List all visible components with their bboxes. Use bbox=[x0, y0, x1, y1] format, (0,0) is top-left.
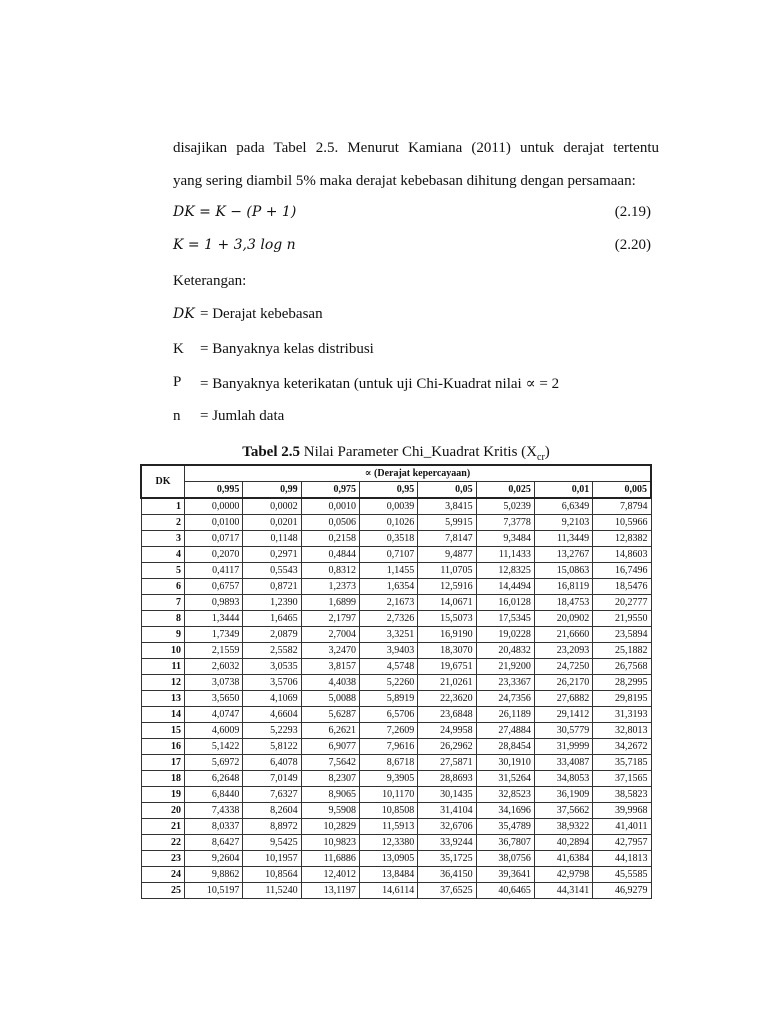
value-cell: 2,7004 bbox=[301, 627, 359, 643]
value-cell: 37,5662 bbox=[534, 803, 592, 819]
value-cell: 0,8312 bbox=[301, 563, 359, 579]
value-cell: 1,6899 bbox=[301, 595, 359, 611]
value-cell: 10,8508 bbox=[359, 803, 417, 819]
value-cell: 31,9999 bbox=[534, 739, 592, 755]
value-cell: 13,8484 bbox=[359, 867, 417, 883]
value-cell: 23,2093 bbox=[534, 643, 592, 659]
value-cell: 10,5966 bbox=[593, 515, 651, 531]
value-cell: 11,0705 bbox=[418, 563, 476, 579]
value-cell: 6,6349 bbox=[534, 498, 592, 515]
value-cell: 12,8325 bbox=[476, 563, 534, 579]
keterangan-heading: Keterangan: bbox=[173, 273, 247, 289]
value-cell: 0,0201 bbox=[243, 515, 301, 531]
value-cell: 30,1910 bbox=[476, 755, 534, 771]
value-cell: 37,1565 bbox=[593, 771, 651, 787]
value-cell: 32,8013 bbox=[593, 723, 651, 739]
definition-text: = Banyaknya kelas distribusi bbox=[200, 341, 374, 357]
column-header: 0,01 bbox=[534, 482, 592, 499]
definition-text: = Jumlah data bbox=[200, 408, 285, 424]
value-cell: 5,0088 bbox=[301, 691, 359, 707]
table-row bbox=[141, 835, 651, 851]
value-cell: 10,5197 bbox=[185, 883, 243, 899]
value-cell: 2,1797 bbox=[301, 611, 359, 627]
table-row bbox=[141, 643, 651, 659]
table-row bbox=[141, 595, 651, 611]
value-cell: 5,8919 bbox=[359, 691, 417, 707]
value-cell: 20,0902 bbox=[534, 611, 592, 627]
table-row bbox=[141, 563, 651, 579]
value-cell: 8,2604 bbox=[243, 803, 301, 819]
value-cell: 1,1455 bbox=[359, 563, 417, 579]
value-cell: 6,4078 bbox=[243, 755, 301, 771]
value-cell: 2,0879 bbox=[243, 627, 301, 643]
value-cell: 0,6757 bbox=[185, 579, 243, 595]
value-cell: 6,2621 bbox=[301, 723, 359, 739]
value-cell: 26,2962 bbox=[418, 739, 476, 755]
caption-text: Nilai Parameter Chi_Kuadrat Kritis (X bbox=[299, 444, 538, 460]
value-cell: 12,3380 bbox=[359, 835, 417, 851]
table-caption bbox=[140, 444, 652, 463]
value-cell: 37,6525 bbox=[418, 883, 476, 899]
dk-cell: 4 bbox=[141, 547, 185, 563]
value-cell: 44,3141 bbox=[534, 883, 592, 899]
value-cell: 26,7568 bbox=[593, 659, 651, 675]
column-header: 0,005 bbox=[593, 482, 651, 499]
dk-cell: 16 bbox=[141, 739, 185, 755]
column-header: 0,95 bbox=[359, 482, 417, 499]
value-cell: 2,5582 bbox=[243, 643, 301, 659]
value-cell: 0,1026 bbox=[359, 515, 417, 531]
value-cell: 6,2648 bbox=[185, 771, 243, 787]
value-cell: 0,0717 bbox=[185, 531, 243, 547]
value-cell: 30,1435 bbox=[418, 787, 476, 803]
table-row bbox=[141, 691, 651, 707]
value-cell: 44,1813 bbox=[593, 851, 651, 867]
value-cell: 0,0100 bbox=[185, 515, 243, 531]
value-cell: 26,2170 bbox=[534, 675, 592, 691]
value-cell: 20,2777 bbox=[593, 595, 651, 611]
table-row bbox=[141, 883, 651, 899]
value-cell: 23,3367 bbox=[476, 675, 534, 691]
definition-n bbox=[173, 408, 284, 425]
value-cell: 38,9322 bbox=[534, 819, 592, 835]
dk-cell: 21 bbox=[141, 819, 185, 835]
dk-cell: 20 bbox=[141, 803, 185, 819]
value-cell: 13,1197 bbox=[301, 883, 359, 899]
dk-cell: 10 bbox=[141, 643, 185, 659]
value-cell: 1,2373 bbox=[301, 579, 359, 595]
value-cell: 18,5476 bbox=[593, 579, 651, 595]
value-cell: 8,0337 bbox=[185, 819, 243, 835]
value-cell: 3,9403 bbox=[359, 643, 417, 659]
value-cell: 2,6032 bbox=[185, 659, 243, 675]
dk-cell: 3 bbox=[141, 531, 185, 547]
definition-symbol: K bbox=[173, 341, 184, 357]
dk-cell: 7 bbox=[141, 595, 185, 611]
value-cell: 36,4150 bbox=[418, 867, 476, 883]
value-cell: 27,6882 bbox=[534, 691, 592, 707]
value-cell: 0,4117 bbox=[185, 563, 243, 579]
value-cell: 0,4844 bbox=[301, 547, 359, 563]
value-cell: 1,6354 bbox=[359, 579, 417, 595]
value-cell: 31,3193 bbox=[593, 707, 651, 723]
value-cell: 32,6706 bbox=[418, 819, 476, 835]
value-cell: 28,8454 bbox=[476, 739, 534, 755]
value-cell: 11,5913 bbox=[359, 819, 417, 835]
value-cell: 14,8603 bbox=[593, 547, 651, 563]
value-cell: 5,0239 bbox=[476, 498, 534, 515]
value-cell: 8,2307 bbox=[301, 771, 359, 787]
caption-label: Tabel 2.5 bbox=[242, 444, 300, 460]
value-cell: 1,3444 bbox=[185, 611, 243, 627]
value-cell: 9,2103 bbox=[534, 515, 592, 531]
chi-square-table bbox=[140, 464, 652, 899]
value-cell: 29,1412 bbox=[534, 707, 592, 723]
value-cell: 25,1882 bbox=[593, 643, 651, 659]
value-cell: 5,1422 bbox=[185, 739, 243, 755]
value-cell: 9,3484 bbox=[476, 531, 534, 547]
value-cell: 21,9200 bbox=[476, 659, 534, 675]
value-cell: 12,8382 bbox=[593, 531, 651, 547]
table-row bbox=[141, 803, 651, 819]
value-cell: 39,3641 bbox=[476, 867, 534, 883]
value-cell: 0,8721 bbox=[243, 579, 301, 595]
value-cell: 0,0039 bbox=[359, 498, 417, 515]
table-row bbox=[141, 867, 651, 883]
dk-cell: 1 bbox=[141, 498, 185, 515]
value-cell: 24,7356 bbox=[476, 691, 534, 707]
table-row bbox=[141, 723, 651, 739]
value-cell: 42,9798 bbox=[534, 867, 592, 883]
value-cell: 9,4877 bbox=[418, 547, 476, 563]
value-cell: 0,0000 bbox=[185, 498, 243, 515]
value-cell: 28,8693 bbox=[418, 771, 476, 787]
value-cell: 40,6465 bbox=[476, 883, 534, 899]
value-cell: 1,7349 bbox=[185, 627, 243, 643]
value-cell: 3,2470 bbox=[301, 643, 359, 659]
value-cell: 41,4011 bbox=[593, 819, 651, 835]
dk-cell: 9 bbox=[141, 627, 185, 643]
table-row bbox=[141, 515, 651, 531]
value-cell: 46,9279 bbox=[593, 883, 651, 899]
table-row bbox=[141, 851, 651, 867]
value-cell: 2,7326 bbox=[359, 611, 417, 627]
value-cell: 21,9550 bbox=[593, 611, 651, 627]
value-cell: 35,4789 bbox=[476, 819, 534, 835]
table-row bbox=[141, 547, 651, 563]
value-cell: 19,6751 bbox=[418, 659, 476, 675]
value-cell: 4,5748 bbox=[359, 659, 417, 675]
value-cell: 23,6848 bbox=[418, 707, 476, 723]
value-cell: 14,6114 bbox=[359, 883, 417, 899]
value-cell: 15,0863 bbox=[534, 563, 592, 579]
table-row bbox=[141, 819, 651, 835]
dk-cell: 18 bbox=[141, 771, 185, 787]
value-cell: 0,1148 bbox=[243, 531, 301, 547]
table-row bbox=[141, 498, 651, 515]
value-cell: 17,5345 bbox=[476, 611, 534, 627]
value-cell: 4,4038 bbox=[301, 675, 359, 691]
column-header: 0,995 bbox=[185, 482, 243, 499]
value-cell: 39,9968 bbox=[593, 803, 651, 819]
value-cell: 7,8147 bbox=[418, 531, 476, 547]
dk-header: DK bbox=[141, 465, 185, 498]
value-cell: 3,8415 bbox=[418, 498, 476, 515]
value-cell: 0,2158 bbox=[301, 531, 359, 547]
value-cell: 8,6718 bbox=[359, 755, 417, 771]
value-cell: 35,7185 bbox=[593, 755, 651, 771]
value-cell: 11,3449 bbox=[534, 531, 592, 547]
dk-cell: 2 bbox=[141, 515, 185, 531]
value-cell: 11,5240 bbox=[243, 883, 301, 899]
value-cell: 13,0905 bbox=[359, 851, 417, 867]
value-cell: 32,8523 bbox=[476, 787, 534, 803]
equation-2-19 bbox=[173, 204, 651, 221]
definition-text: = Derajat kebebasan bbox=[200, 306, 323, 322]
definition-text: = Banyaknya keterikatan (untuk uji Chi-Kuadrat nilai ∝ = 2 bbox=[200, 376, 560, 392]
value-cell: 22,3620 bbox=[418, 691, 476, 707]
value-cell: 9,2604 bbox=[185, 851, 243, 867]
value-cell: 6,5706 bbox=[359, 707, 417, 723]
equation-2-20 bbox=[173, 237, 651, 254]
value-cell: 34,8053 bbox=[534, 771, 592, 787]
value-cell: 0,7107 bbox=[359, 547, 417, 563]
value-cell: 15,5073 bbox=[418, 611, 476, 627]
equation-number: (2.19) bbox=[614, 204, 651, 220]
value-cell: 8,6427 bbox=[185, 835, 243, 851]
dk-cell: 6 bbox=[141, 579, 185, 595]
value-cell: 36,1909 bbox=[534, 787, 592, 803]
table-row bbox=[141, 579, 651, 595]
value-cell: 2,1559 bbox=[185, 643, 243, 659]
value-cell: 2,1673 bbox=[359, 595, 417, 611]
value-cell: 28,2995 bbox=[593, 675, 651, 691]
value-cell: 3,3251 bbox=[359, 627, 417, 643]
definition-symbol: n bbox=[173, 408, 181, 424]
value-cell: 7,9616 bbox=[359, 739, 417, 755]
value-cell: 34,1696 bbox=[476, 803, 534, 819]
table-row bbox=[141, 771, 651, 787]
paragraph-1: disajikan pada Tabel 2.5. Menurut Kamiana (2011) untuk derajat tertentu bbox=[173, 140, 659, 156]
value-cell: 8,9065 bbox=[301, 787, 359, 803]
definition-k bbox=[173, 341, 374, 358]
value-cell: 33,4087 bbox=[534, 755, 592, 771]
value-cell: 9,3905 bbox=[359, 771, 417, 787]
value-cell: 36,7807 bbox=[476, 835, 534, 851]
value-cell: 7,4338 bbox=[185, 803, 243, 819]
value-cell: 16,9190 bbox=[418, 627, 476, 643]
value-cell: 30,5779 bbox=[534, 723, 592, 739]
value-cell: 4,0747 bbox=[185, 707, 243, 723]
alpha-group-header: ∝ (Derajat kepercayaan) bbox=[185, 465, 652, 482]
definition-symbol: P bbox=[173, 374, 182, 390]
value-cell: 18,4753 bbox=[534, 595, 592, 611]
value-cell: 4,6009 bbox=[185, 723, 243, 739]
value-cell: 7,8794 bbox=[593, 498, 651, 515]
value-cell: 16,8119 bbox=[534, 579, 592, 595]
value-cell: 42,7957 bbox=[593, 835, 651, 851]
dk-cell: 17 bbox=[141, 755, 185, 771]
value-cell: 14,4494 bbox=[476, 579, 534, 595]
value-cell: 19,0228 bbox=[476, 627, 534, 643]
table-row bbox=[141, 755, 651, 771]
dk-cell: 12 bbox=[141, 675, 185, 691]
value-cell: 9,5425 bbox=[243, 835, 301, 851]
value-cell: 27,4884 bbox=[476, 723, 534, 739]
table-row bbox=[141, 627, 651, 643]
value-cell: 3,8157 bbox=[301, 659, 359, 675]
value-cell: 24,9958 bbox=[418, 723, 476, 739]
equation-number: (2.20) bbox=[614, 237, 651, 253]
equation-expr: DK = K − (P + 1) bbox=[173, 204, 297, 220]
definition-dk bbox=[173, 306, 323, 323]
value-cell: 16,0128 bbox=[476, 595, 534, 611]
value-cell: 21,0261 bbox=[418, 675, 476, 691]
value-cell: 4,6604 bbox=[243, 707, 301, 723]
value-cell: 9,5908 bbox=[301, 803, 359, 819]
table-row bbox=[141, 675, 651, 691]
column-header-row bbox=[141, 482, 651, 499]
value-cell: 10,8564 bbox=[243, 867, 301, 883]
value-cell: 5,9915 bbox=[418, 515, 476, 531]
table-row bbox=[141, 787, 651, 803]
value-cell: 10,2829 bbox=[301, 819, 359, 835]
value-cell: 23,5894 bbox=[593, 627, 651, 643]
table-row bbox=[141, 531, 651, 547]
value-cell: 10,9823 bbox=[301, 835, 359, 851]
value-cell: 6,8440 bbox=[185, 787, 243, 803]
value-cell: 0,5543 bbox=[243, 563, 301, 579]
value-cell: 3,5650 bbox=[185, 691, 243, 707]
value-cell: 21,6660 bbox=[534, 627, 592, 643]
value-cell: 1,6465 bbox=[243, 611, 301, 627]
table-row bbox=[141, 611, 651, 627]
value-cell: 7,0149 bbox=[243, 771, 301, 787]
dk-cell: 15 bbox=[141, 723, 185, 739]
value-cell: 41,6384 bbox=[534, 851, 592, 867]
value-cell: 0,0002 bbox=[243, 498, 301, 515]
value-cell: 5,6287 bbox=[301, 707, 359, 723]
value-cell: 1,2390 bbox=[243, 595, 301, 611]
value-cell: 20,4832 bbox=[476, 643, 534, 659]
value-cell: 0,0010 bbox=[301, 498, 359, 515]
dk-cell: 24 bbox=[141, 867, 185, 883]
value-cell: 18,3070 bbox=[418, 643, 476, 659]
column-header: 0,05 bbox=[418, 482, 476, 499]
value-cell: 12,4012 bbox=[301, 867, 359, 883]
value-cell: 31,4104 bbox=[418, 803, 476, 819]
value-cell: 7,5642 bbox=[301, 755, 359, 771]
value-cell: 38,0756 bbox=[476, 851, 534, 867]
value-cell: 3,5706 bbox=[243, 675, 301, 691]
value-cell: 0,2070 bbox=[185, 547, 243, 563]
value-cell: 4,1069 bbox=[243, 691, 301, 707]
caption-subscript: cr bbox=[537, 452, 545, 463]
value-cell: 0,9893 bbox=[185, 595, 243, 611]
value-cell: 34,2672 bbox=[593, 739, 651, 755]
dk-cell: 5 bbox=[141, 563, 185, 579]
dk-cell: 22 bbox=[141, 835, 185, 851]
dk-cell: 25 bbox=[141, 883, 185, 899]
value-cell: 31,5264 bbox=[476, 771, 534, 787]
definition-symbol: DK bbox=[173, 306, 195, 322]
value-cell: 11,6886 bbox=[301, 851, 359, 867]
value-cell: 0,0506 bbox=[301, 515, 359, 531]
table-body bbox=[141, 498, 651, 899]
value-cell: 9,8862 bbox=[185, 867, 243, 883]
dk-cell: 23 bbox=[141, 851, 185, 867]
table-row bbox=[141, 707, 651, 723]
value-cell: 14,0671 bbox=[418, 595, 476, 611]
value-cell: 3,0738 bbox=[185, 675, 243, 691]
value-cell: 3,0535 bbox=[243, 659, 301, 675]
value-cell: 5,6972 bbox=[185, 755, 243, 771]
value-cell: 10,1170 bbox=[359, 787, 417, 803]
column-header: 0,99 bbox=[243, 482, 301, 499]
value-cell: 29,8195 bbox=[593, 691, 651, 707]
value-cell: 10,1957 bbox=[243, 851, 301, 867]
equation-expr: K = 1 + 3,3 log n bbox=[173, 237, 296, 253]
value-cell: 5,8122 bbox=[243, 739, 301, 755]
caption-close: ) bbox=[544, 444, 550, 460]
value-cell: 7,3778 bbox=[476, 515, 534, 531]
table-row bbox=[141, 659, 651, 675]
paragraph-2: yang sering diambil 5% maka derajat kebebasan dihitung dengan persamaan: bbox=[173, 173, 636, 189]
value-cell: 33,9244 bbox=[418, 835, 476, 851]
value-cell: 6,9077 bbox=[301, 739, 359, 755]
dk-cell: 13 bbox=[141, 691, 185, 707]
value-cell: 38,5823 bbox=[593, 787, 651, 803]
value-cell: 40,2894 bbox=[534, 835, 592, 851]
value-cell: 5,2293 bbox=[243, 723, 301, 739]
value-cell: 8,8972 bbox=[243, 819, 301, 835]
value-cell: 5,2260 bbox=[359, 675, 417, 691]
value-cell: 7,2609 bbox=[359, 723, 417, 739]
dk-cell: 11 bbox=[141, 659, 185, 675]
table-row bbox=[141, 739, 651, 755]
value-cell: 7,6327 bbox=[243, 787, 301, 803]
value-cell: 12,5916 bbox=[418, 579, 476, 595]
dk-cell: 8 bbox=[141, 611, 185, 627]
value-cell: 24,7250 bbox=[534, 659, 592, 675]
value-cell: 45,5585 bbox=[593, 867, 651, 883]
value-cell: 16,7496 bbox=[593, 563, 651, 579]
definition-p bbox=[173, 374, 559, 393]
value-cell: 35,1725 bbox=[418, 851, 476, 867]
value-cell: 26,1189 bbox=[476, 707, 534, 723]
value-cell: 11,1433 bbox=[476, 547, 534, 563]
value-cell: 0,3518 bbox=[359, 531, 417, 547]
dk-cell: 14 bbox=[141, 707, 185, 723]
column-header: 0,975 bbox=[301, 482, 359, 499]
value-cell: 0,2971 bbox=[243, 547, 301, 563]
dk-cell: 19 bbox=[141, 787, 185, 803]
column-header: 0,025 bbox=[476, 482, 534, 499]
value-cell: 13,2767 bbox=[534, 547, 592, 563]
value-cell: 27,5871 bbox=[418, 755, 476, 771]
